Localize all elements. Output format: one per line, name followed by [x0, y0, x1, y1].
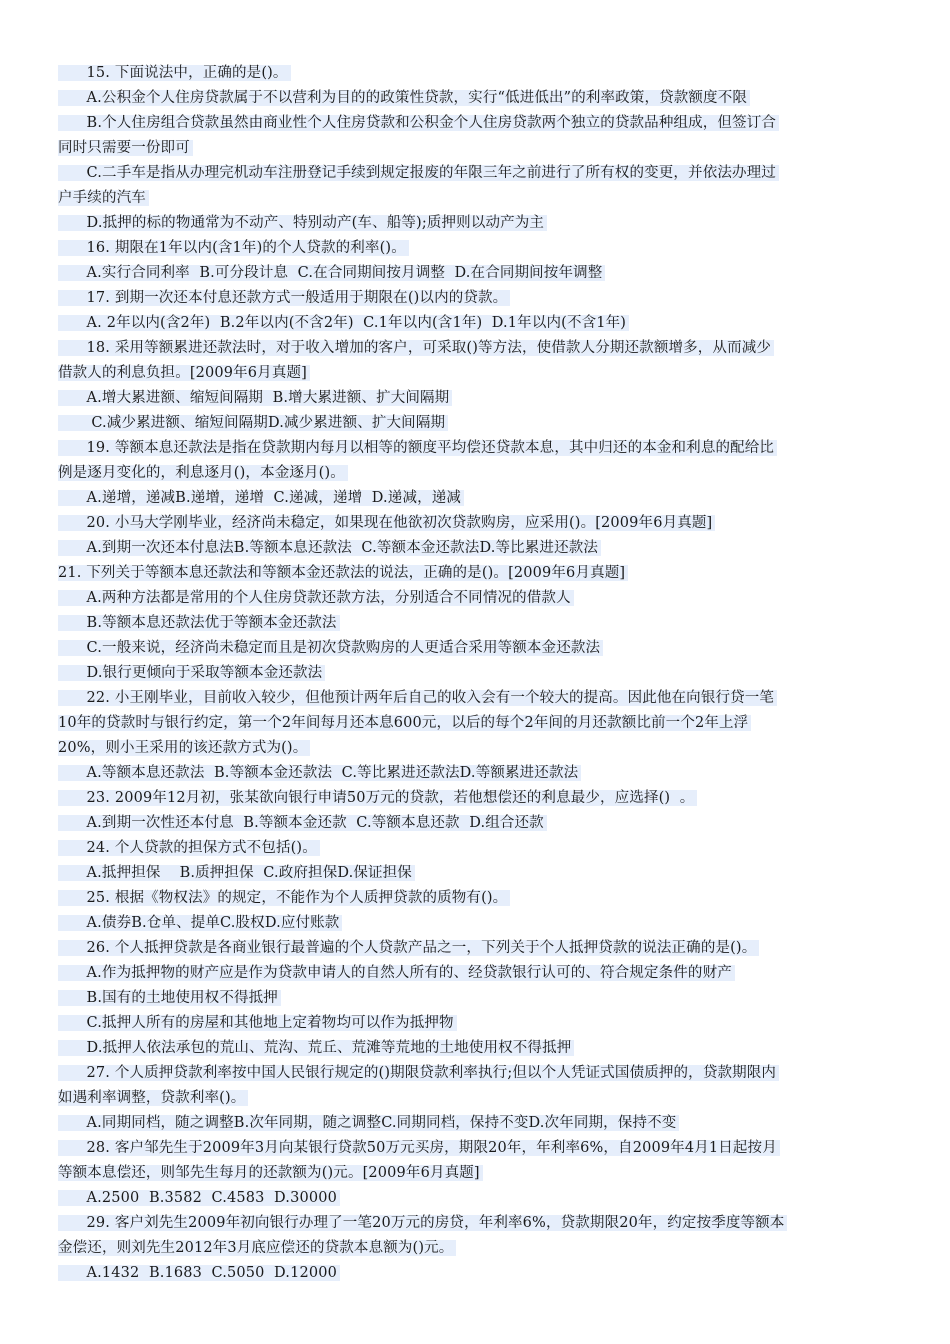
question-22-stem-cont-1: 10年的贷款时与银行约定，第一个2年间每月还本息600元，以后的每个2年间的月还款额比前一个2年上浮 [58, 712, 751, 734]
question-22-stem: 22. 小王刚毕业，目前收入较少，但他预计两年后自己的收入会有一个较大的提高。因此他在向银行贷一笔 [58, 687, 777, 709]
question-15-option-a: A.公积金个人住房贷款属于不以营利为目的的政策性贷款，实行“低进低出”的利率政策，贷款额度不限 [58, 87, 750, 109]
question-21-option-c: C.一般来说，经济尚未稳定而且是初次贷款购房的人更适合采用等额本金还款法 [58, 637, 603, 659]
question-27-options: A.同期同档，随之调整B.次年同期，随之调整C.同期同档，保持不变D.次年同期，保持不变 [58, 1112, 679, 1134]
question-28-stem: 28. 客户邹先生于2009年3月向某银行贷款50万元买房，期限20年，年利率6%，自2009年4月1日起按月 [58, 1137, 780, 1159]
question-26-stem: 26. 个人抵押贷款是各商业银行最普遍的个人贷款产品之一，下列关于个人抵押贷款的说法正确的是()。 [58, 937, 759, 959]
question-26-option-a: A.作为抵押物的财产应是作为贷款申请人的自然人所有的、经贷款银行认可的、符合规定条件的财产 [58, 962, 735, 984]
question-18-options-cd: C.减少累进额、缩短间隔期D.减少累进额、扩大间隔期 [58, 412, 448, 434]
question-28-options: A.2500 B.3582 C.4583 D.30000 [58, 1187, 340, 1209]
question-26-option-d: D.抵押人依法承包的荒山、荒沟、荒丘、荒滩等荒地的土地使用权不得抵押 [58, 1037, 574, 1059]
question-26-option-c: C.抵押人所有的房屋和其他地上定着物均可以作为抵押物 [58, 1012, 457, 1034]
question-20-options: A.到期一次还本付息法B.等额本息还款法 C.等额本金还款法D.等比累进还款法 [58, 537, 601, 559]
question-19-stem-cont: 例是逐月变化的，利息逐月()，本金逐月()。 [58, 462, 348, 484]
question-19-options: A.递增，递减B.递增，递增 C.递减，递增 D.递减，递减 [58, 487, 464, 509]
question-25-stem: 25. 根据《物权法》的规定，不能作为个人质押贷款的质物有()。 [58, 887, 510, 909]
question-15-option-d: D.抵押的标的物通常为不动产、特别动产(车、船等);质押则以动产为主 [58, 212, 547, 234]
question-23-options: A.到期一次性还本付息 B.等额本金还款 C.等额本息还款 D.组合还款 [58, 812, 547, 834]
question-16-options: A.实行合同利率 B.可分段计息 C.在合同期间按月调整 D.在合同期间按年调整 [58, 262, 605, 284]
question-22-stem-cont-2: 20%，则小王采用的该还款方式为()。 [58, 737, 310, 759]
question-26-option-b: B.国有的土地使用权不得抵押 [58, 987, 281, 1009]
question-25-options: A.债券B.仓单、提单C.股权D.应付账款 [58, 912, 342, 934]
question-29-stem-cont: 金偿还，则刘先生2012年3月底应偿还的贷款本息额为()元。 [58, 1237, 456, 1259]
question-21-option-a: A.两种方法都是常用的个人住房贷款还款方法，分别适合不同情况的借款人 [58, 587, 574, 609]
question-17-stem: 17. 到期一次还本付息还款方式一般适用于期限在()以内的贷款。 [58, 287, 510, 309]
question-24-stem: 24. 个人贷款的担保方式不包括()。 [58, 837, 320, 859]
question-27-stem: 27. 个人质押贷款利率按中国人民银行规定的()期限贷款利率执行;但以个人凭证式国债质押的，贷款期限内 [58, 1062, 779, 1084]
question-29-options: A.1432 B.1683 C.5050 D.12000 [58, 1262, 340, 1284]
question-21-option-d: D.银行更倾向于采取等额本金还款法 [58, 662, 325, 684]
question-19-stem: 19. 等额本息还款法是指在贷款期内每月以相等的额度平均偿还贷款本息，其中归还的本金和利息的配给比 [58, 437, 777, 459]
question-24-options: A.抵押担保 B.质押担保 C.政府担保D.保证担保 [58, 862, 415, 884]
question-23-stem: 23. 2009年12月初，张某欲向银行申请50万元的贷款，若他想偿还的利息最少，应选择() 。 [58, 787, 697, 809]
question-27-stem-cont: 如遇利率调整，贷款利率()。 [58, 1087, 248, 1109]
question-21-stem: 21. 下列关于等额本息还款法和等额本金还款法的说法，正确的是()。[2009年6月真题] [58, 562, 628, 584]
question-17-options: A. 2年以内(含2年) B.2年以内(不含2年) C.1年以内(含1年) D.1年以内(不含1年) [58, 312, 629, 334]
question-29-stem: 29. 客户刘先生2009年初向银行办理了一笔20万元的房贷，年利率6%，贷款期限20年，约定按季度等额本 [58, 1212, 787, 1234]
question-15-stem: 15. 下面说法中，正确的是()。 [58, 62, 291, 84]
question-22-options: A.等额本息还款法 B.等额本金还款法 C.等比累进还款法D.等额累进还款法 [58, 762, 581, 784]
question-16-stem: 16. 期限在1年以内(含1年)的个人贷款的利率()。 [58, 237, 409, 259]
question-15-option-c-cont: 户手续的汽车 [58, 187, 149, 209]
question-18-options-ab: A.增大累进额、缩短间隔期 B.增大累进额、扩大间隔期 [58, 387, 452, 409]
question-15-option-c: C.二手车是指从办理完机动车注册登记手续到规定报废的年限三年之前进行了所有权的变更，并依法办理过 [58, 162, 779, 184]
question-15-option-b: B.个人住房组合贷款虽然由商业性个人住房贷款和公积金个人住房贷款两个独立的贷款品种组成，但签订合 [58, 112, 779, 134]
question-28-stem-cont: 等额本息偿还，则邹先生每月的还款额为()元。[2009年6月真题] [58, 1162, 483, 1184]
question-18-stem-cont: 借款人的利息负担。[2009年6月真题] [58, 362, 310, 384]
question-18-stem: 18. 采用等额累进还款法时，对于收入增加的客户，可采取()等方法，使借款人分期还款额增多，从而减少 [58, 337, 774, 359]
question-21-option-b: B.等额本息还款法优于等额本金还款法 [58, 612, 340, 634]
question-15-option-b-cont: 同时只需要一份即可 [58, 137, 193, 159]
question-20-stem: 20. 小马大学刚毕业，经济尚未稳定，如果现在他欲初次贷款购房，应采用()。[2009年6月真题] [58, 512, 715, 534]
